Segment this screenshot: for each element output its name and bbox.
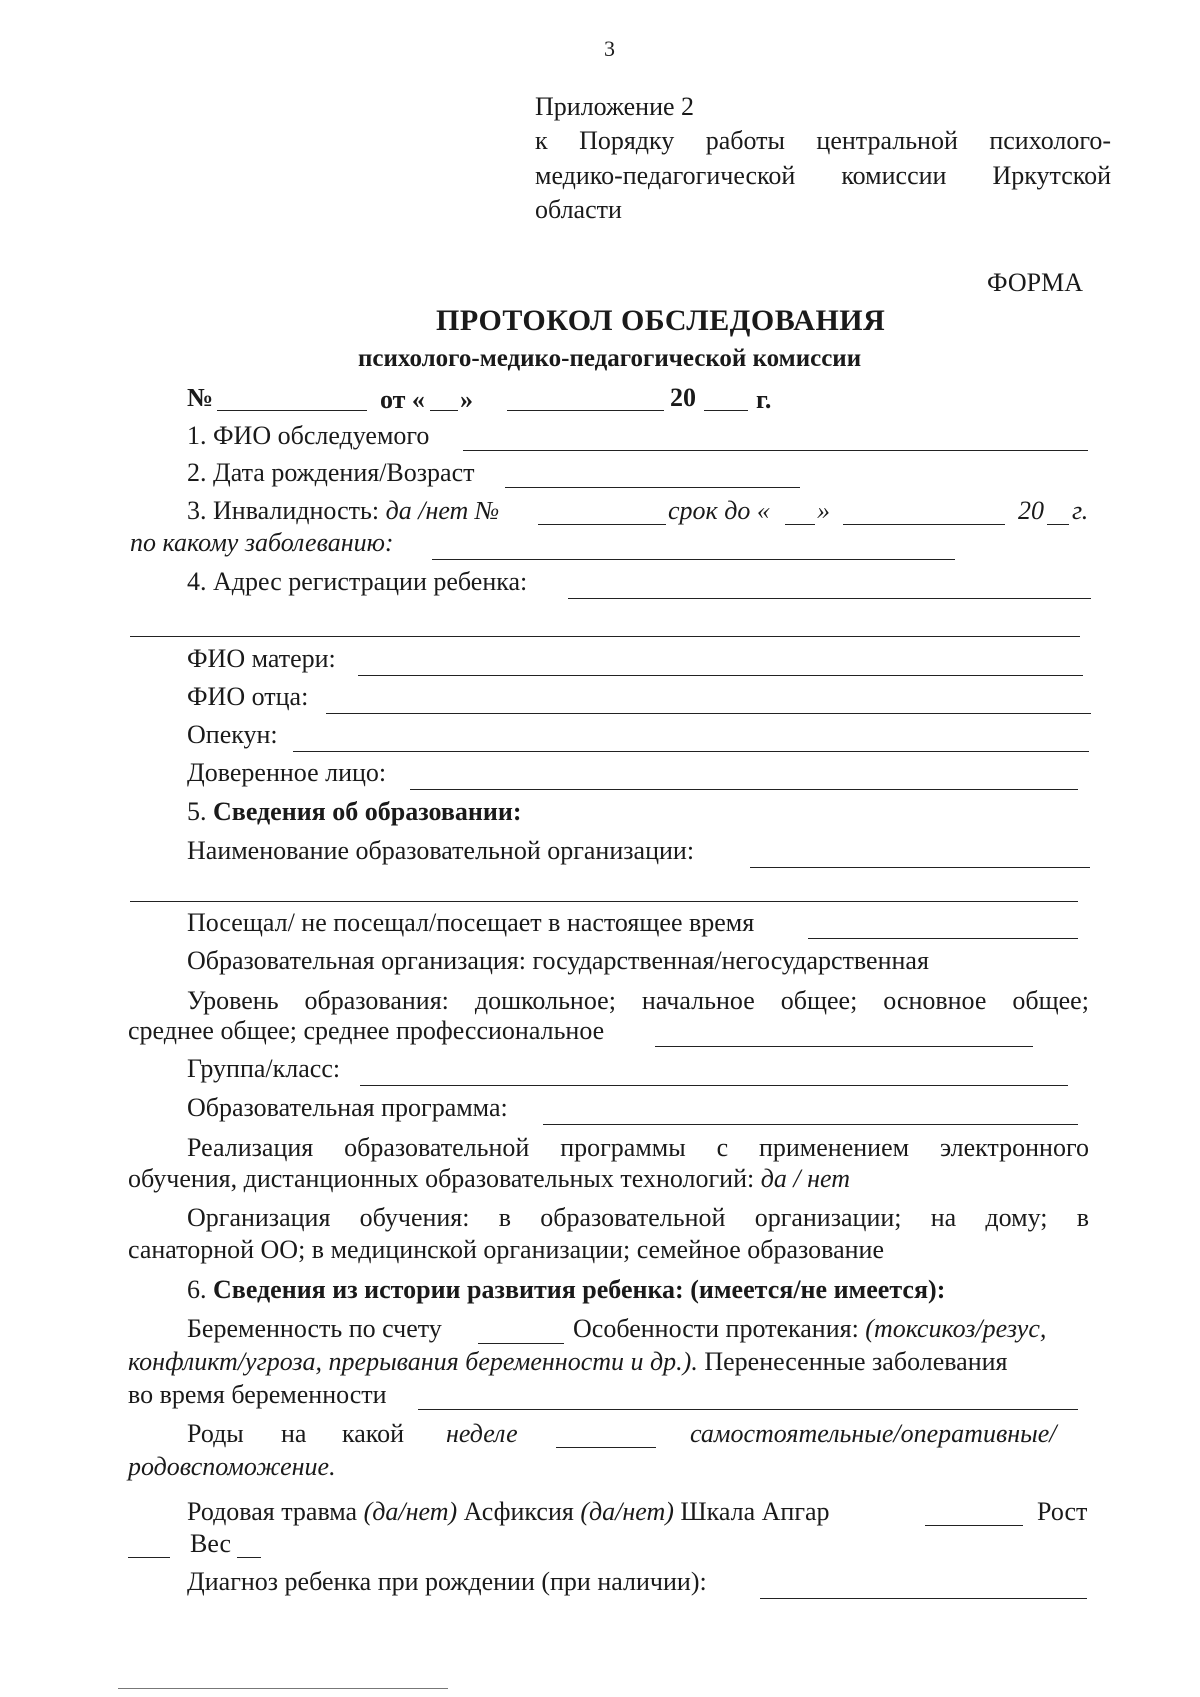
preg-features-label: Особенности протекания: <box>573 1314 866 1343</box>
height-blank[interactable] <box>128 1557 170 1558</box>
birth-word-1: Роды <box>187 1419 244 1448</box>
word: Реализация <box>187 1133 314 1162</box>
year-prefix: 20 <box>670 383 696 412</box>
section-history-heading <box>187 1275 945 1305</box>
field-disability-label <box>187 496 499 526</box>
field-father-label: ФИО отца: <box>187 682 309 711</box>
field-address-blank-1[interactable] <box>568 598 1091 599</box>
day-blank[interactable] <box>430 410 458 411</box>
disability-prefix: 3. Инвалидность: <box>187 496 386 525</box>
field-fio-blank[interactable] <box>463 450 1088 451</box>
field-program-blank[interactable] <box>543 1124 1078 1125</box>
word: центральной <box>816 126 958 155</box>
weight-label: Вес <box>190 1529 232 1558</box>
word: медико-педагогической <box>535 161 796 190</box>
appendix-line-4: области <box>535 195 622 224</box>
disability-yes-no: да /нет № <box>385 496 500 525</box>
field-impl-line-2 <box>128 1164 850 1194</box>
form-label: ФОРМА <box>987 268 1083 297</box>
field-preg-line-3: во время беременности <box>128 1380 387 1409</box>
word: применением <box>758 1133 910 1162</box>
word: в <box>1076 1203 1089 1232</box>
birth-week-blank[interactable] <box>556 1447 656 1448</box>
year-blank[interactable] <box>704 410 748 411</box>
quote-close: » <box>460 385 473 414</box>
section-title: Сведения об образовании: <box>213 797 522 826</box>
word: Организация <box>187 1203 331 1232</box>
date-from-label: от « <box>380 385 425 414</box>
word: образования: <box>304 986 449 1015</box>
word: работы <box>705 126 785 155</box>
word: общее; <box>780 986 858 1015</box>
field-group-label: Группа/класс: <box>187 1054 341 1083</box>
word: Порядку <box>579 126 675 155</box>
word: Иркутской <box>992 161 1111 190</box>
word: дошкольное; <box>474 986 616 1015</box>
field-preg-line-2 <box>128 1347 1008 1377</box>
field-org-name-blank-2[interactable] <box>130 901 1078 902</box>
apgar-label: Шкала Апгар <box>673 1497 830 1526</box>
year-suffix: г. <box>756 385 772 414</box>
section-education-heading <box>187 797 521 827</box>
trauma-yes-no: (да/нет) <box>363 1497 458 1526</box>
trauma-line <box>187 1497 830 1527</box>
height-label: Рост <box>1037 1497 1088 1526</box>
word: в <box>498 1203 511 1232</box>
field-mother-label: ФИО матери: <box>187 644 336 673</box>
field-mother-blank[interactable] <box>358 675 1083 676</box>
field-guardian-label: Опекун: <box>187 720 278 749</box>
disability-term-label: срок до « <box>668 496 770 525</box>
word: психолого- <box>989 126 1111 155</box>
field-diagnosis-label: Диагноз ребенка при рождении (при наличии): <box>187 1567 707 1596</box>
apgar-blank[interactable] <box>925 1525 1023 1526</box>
field-fio-label: 1. ФИО обследуемого <box>187 421 430 450</box>
disability-disease-blank[interactable] <box>432 559 955 560</box>
field-preg-features <box>573 1314 1046 1344</box>
field-address-label: 4. Адрес регистрации ребенка: <box>187 567 528 596</box>
field-trustee-label: Доверенное лицо: <box>187 758 387 787</box>
appendix-line-1: Приложение 2 <box>535 92 695 121</box>
field-group-blank[interactable] <box>360 1085 1068 1086</box>
trauma-label: Родовая травма <box>187 1497 364 1526</box>
field-dob-blank[interactable] <box>505 487 800 488</box>
section-number: 5. <box>187 797 213 826</box>
field-attended-blank[interactable] <box>808 938 1078 939</box>
field-pregnancy-label: Беременность по счету <box>187 1314 442 1343</box>
word: дому; <box>985 1203 1048 1232</box>
word: начальное <box>641 986 755 1015</box>
birth-week-label: неделе <box>446 1419 518 1448</box>
word: основное <box>883 986 987 1015</box>
section-number: 6. <box>187 1275 213 1304</box>
field-org-name-label: Наименование образовательной организации: <box>187 836 695 865</box>
scan-edge-line <box>118 1688 448 1689</box>
birth-word-2: на <box>281 1419 307 1448</box>
disability-month-blank[interactable] <box>843 524 1005 525</box>
field-level-blank[interactable] <box>655 1046 1033 1047</box>
appendix-line-2 <box>535 126 1111 156</box>
asphyxia-label: Асфиксия <box>457 1497 581 1526</box>
field-address-blank-2[interactable] <box>130 636 1080 637</box>
impl-text: обучения, дистанционных образовательных технологий: <box>128 1164 761 1193</box>
disability-day-blank[interactable] <box>785 524 815 525</box>
disability-disease-label: по какому заболеванию: <box>130 528 394 557</box>
word: Уровень <box>187 986 279 1015</box>
weight-blank[interactable] <box>237 1557 261 1558</box>
disability-year-suffix: г. <box>1072 496 1089 525</box>
word: программы <box>560 1133 686 1162</box>
word: общее; <box>1012 986 1089 1015</box>
preg-options-cont: конфликт/угроза, прерывания беременности и др.). <box>128 1347 698 1376</box>
field-preg-diseases-blank[interactable] <box>418 1409 1078 1410</box>
birth-type: самостоятельные/оперативные/ <box>690 1419 1057 1448</box>
preg-features-options: (токсикоз/резус, <box>865 1314 1047 1343</box>
month-blank[interactable] <box>507 410 664 411</box>
word: на <box>930 1203 957 1232</box>
disability-number-blank[interactable] <box>538 524 666 525</box>
field-impl-line-1 <box>187 1133 1089 1163</box>
word: к <box>535 126 548 155</box>
word: образовательной <box>344 1133 530 1162</box>
word: с <box>716 1133 729 1162</box>
word: организации; <box>754 1203 902 1232</box>
field-org-name-blank-1[interactable] <box>750 867 1090 868</box>
birth-line-2: родовспоможение. <box>128 1452 336 1481</box>
field-dob-label: 2. Дата рождения/Возраст <box>187 458 475 487</box>
word: электронного <box>939 1133 1089 1162</box>
field-trustee-blank[interactable] <box>410 789 1078 790</box>
field-level-line-2: среднее общее; среднее профессиональное <box>128 1016 605 1045</box>
impl-yes-no: да / нет <box>760 1164 850 1193</box>
field-org-type: Образовательная организация: государственная/негосударственная <box>187 946 929 975</box>
field-level-line-1 <box>187 986 1089 1016</box>
asphyxia-yes-no: (да/нет) <box>580 1497 674 1526</box>
protocol-number-label: № <box>187 383 214 412</box>
birth-word-3: какой <box>342 1419 405 1448</box>
field-attended-label: Посещал/ не посещал/посещает в настоящее время <box>187 908 755 937</box>
page-number: 3 <box>604 36 615 61</box>
document-title: ПРОТОКОЛ ОБСЛЕДОВАНИЯ <box>436 304 886 337</box>
word: комиссии <box>841 161 947 190</box>
disability-year-blank[interactable] <box>1047 524 1069 525</box>
preg-diseases-label: Перенесенные заболевания <box>697 1347 1008 1376</box>
field-orgtrain-line-1 <box>187 1203 1089 1233</box>
disability-quote-close: » <box>817 496 830 525</box>
word: образовательной <box>540 1203 726 1232</box>
document-subtitle: психолого-медико-педагогической комиссии <box>358 345 862 372</box>
field-program-label: Образовательная программа: <box>187 1093 508 1122</box>
word: обучения: <box>359 1203 470 1232</box>
field-diagnosis-blank[interactable] <box>760 1598 1087 1599</box>
field-orgtrain-line-2: санаторной ОО; в медицинской организации; семейное образование <box>128 1235 884 1264</box>
disability-year-prefix: 20 <box>1018 496 1044 525</box>
section-title: Сведения из истории развития ребенка: (имеется/не имеется): <box>213 1275 946 1304</box>
appendix-line-3 <box>535 161 1111 191</box>
field-father-blank[interactable] <box>326 713 1091 714</box>
field-guardian-blank[interactable] <box>293 751 1089 752</box>
field-pregnancy-blank[interactable] <box>478 1343 564 1344</box>
protocol-number-blank[interactable] <box>217 410 367 411</box>
